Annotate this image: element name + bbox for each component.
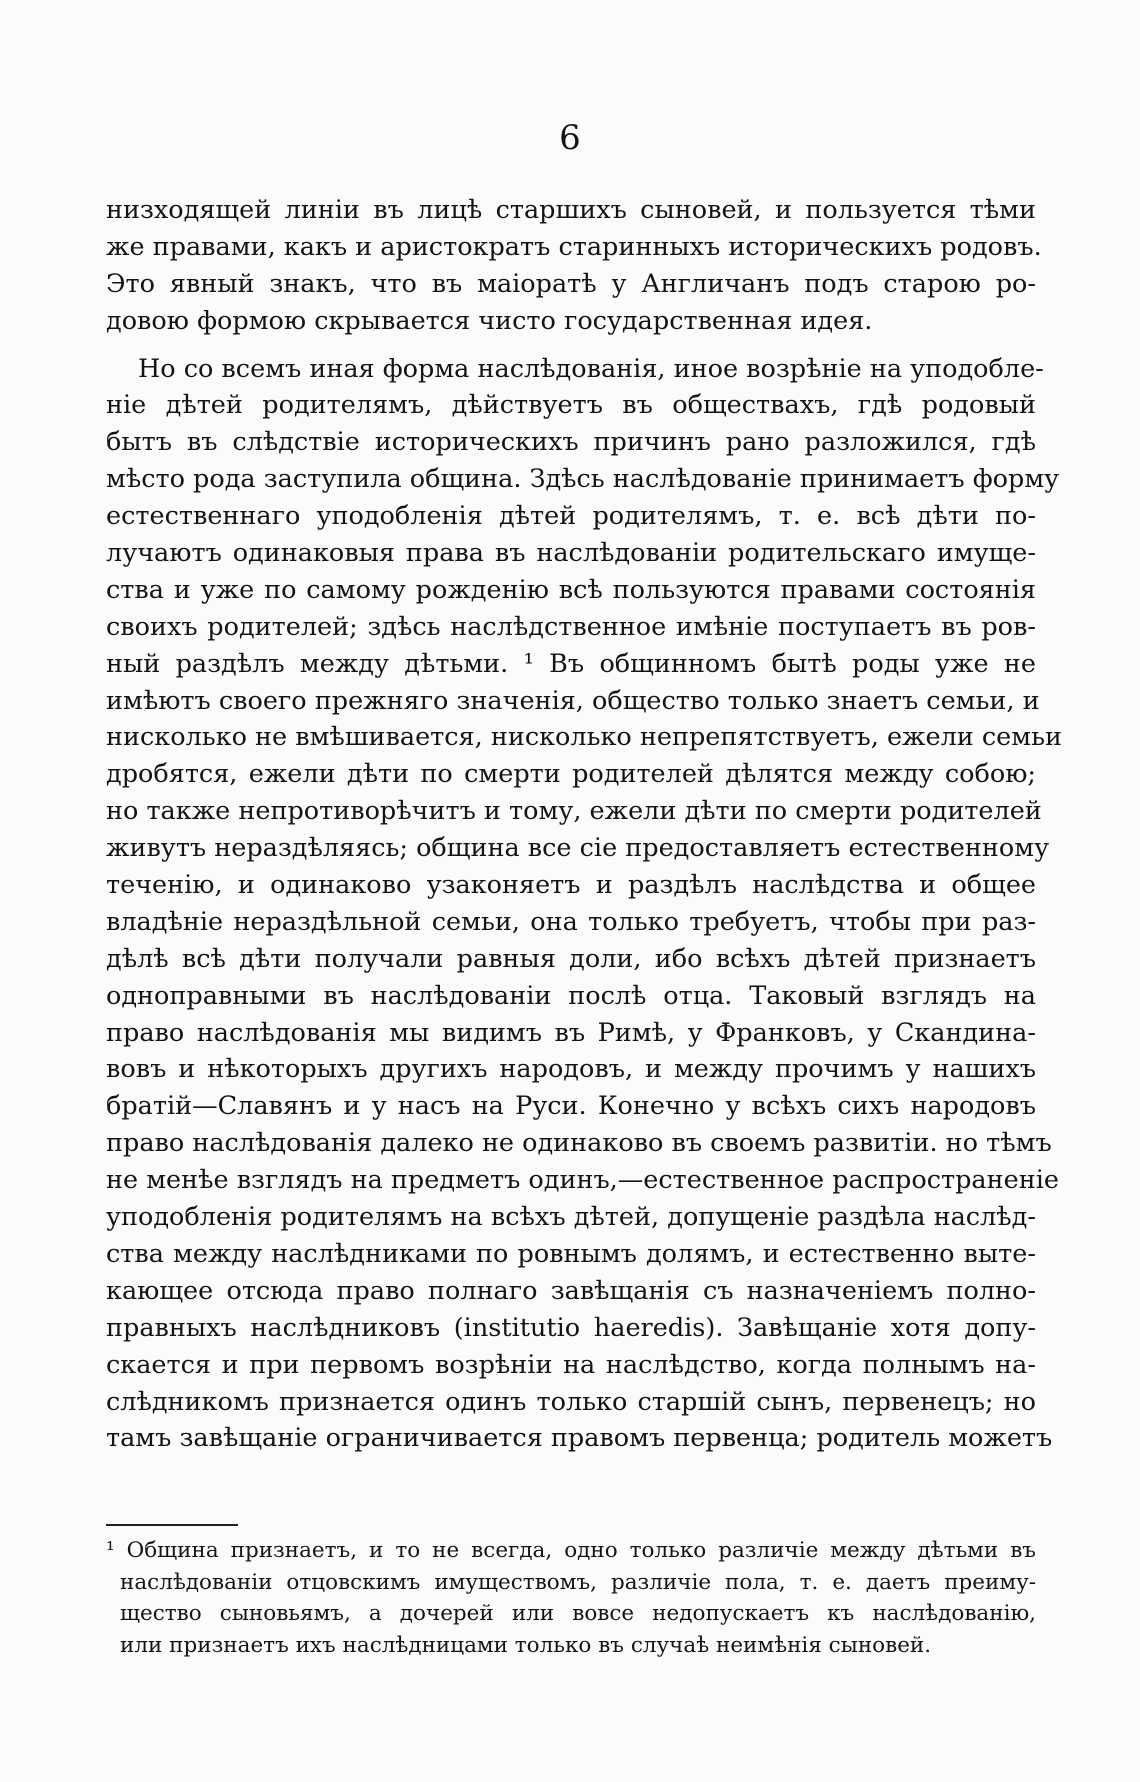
- text-line: слѣдникомъ признается одинъ только старшій сынъ, первенецъ; но: [106, 1386, 1036, 1417]
- footnote: [106, 1535, 1036, 1661]
- footnote-line: щество сыновьямъ, а дочерей или вовсе недопускаетъ къ наслѣдованію,: [120, 1601, 1036, 1626]
- text-line: своихъ родителей; здѣсь наслѣдственное имѣніе поступаетъ въ ров-: [106, 611, 1036, 642]
- text-line: право наслѣдованія мы видимъ въ Римѣ, у Франковъ, у Скандина-: [106, 1017, 1036, 1048]
- paragraph-gap: [106, 340, 1036, 351]
- paragraph: [106, 192, 1042, 340]
- text-line: дробятся, ежели дѣти по смерти родителей дѣлятся между собою;: [106, 759, 1036, 790]
- text-line: имѣютъ своего прежняго значенія, общество только знаетъ семьи, и: [106, 685, 1040, 716]
- footnotes: [106, 1535, 1036, 1661]
- text-line: нисколько не вмѣшивается, нисколько непрепятствуетъ, ежели семьи: [106, 722, 1062, 753]
- text-line: но также непротиворѣчитъ и тому, ежели дѣти по смерти родителей: [106, 796, 1042, 827]
- text-line: уподобленія родителямъ на всѣхъ дѣтей, допущеніе раздѣла наслѣд-: [106, 1202, 1036, 1233]
- text-line: довою формою скрывается чисто государственная идея.: [106, 305, 873, 336]
- footnote-line: или признаетъ ихъ наслѣдницами только въ случаѣ неимѣнія сыновей.: [120, 1632, 932, 1658]
- paragraph: [106, 351, 1062, 1458]
- text-line: ніе дѣтей родителямъ, дѣйствуетъ въ обществахъ, гдѣ родовый: [106, 390, 1036, 421]
- text-line: живутъ нераздѣляясь; община все сіе предоставляетъ естественному: [106, 833, 1050, 864]
- text-line: дѣлѣ всѣ дѣти получали равныя доли, ибо всѣхъ дѣтей признаетъ: [106, 943, 1036, 974]
- text-line: правныхъ наслѣдниковъ (institutio haeredis). Завѣщаніе хотя допу-: [106, 1312, 1036, 1343]
- text-line: теченію, и одинаково узаконяетъ и раздѣлъ наслѣдства и общее: [106, 870, 1036, 901]
- text-line: не менѣе взглядъ на предметъ одинъ,—естественное распространеніе: [106, 1165, 1059, 1196]
- text-line: ства между наслѣдниками по ровнымъ долямъ, и естественно выте-: [106, 1238, 1036, 1269]
- page-number: 6: [559, 118, 581, 158]
- footnote-line: ¹ Община признаетъ, и то не всегда, одно только различіе между дѣтьми въ: [106, 1538, 1036, 1563]
- text-line: однoправными въ наслѣдованіи послѣ отца. Таковый взглядъ на: [106, 980, 1036, 1011]
- text-line: кающее отсюда право полнаго завѣщанія съ назначеніемъ полно-: [106, 1275, 1036, 1306]
- text-line: естественнаго уподобленія дѣтей родителямъ, т. е. всѣ дѣти по-: [106, 501, 1036, 532]
- text-line: Это явный знакъ, что въ маioратѣ у Англичанъ подъ старою ро-: [106, 268, 1036, 299]
- text-line: право наслѣдованія далеко не одинаково въ своемъ развитіи. но тѣмъ: [106, 1128, 1052, 1159]
- text-line: бытъ въ слѣдствіе историческихъ причинъ рано разложился, гдѣ: [106, 427, 1036, 458]
- text-line: Но со всемъ иная форма наслѣдованія, иное возрѣніе на уподобле-: [138, 353, 1044, 384]
- text-line: владѣніе нераздѣльной семьи, она только требуетъ, чтобы при раз-: [106, 906, 1036, 937]
- text-line: мѣсто рода заступила община. Здѣсь наслѣдованіе принимаетъ форму: [106, 464, 1060, 495]
- text-line: ный раздѣлъ между дѣтьми. ¹ Въ общинномъ бытѣ роды уже не: [106, 648, 1036, 679]
- text-line: тамъ завѣщаніе ограничивается правомъ первенца; родитель можетъ: [106, 1423, 1053, 1454]
- footnote-line: наслѣдованіи отцовскимъ имуществомъ, различіе пола, т. е. даетъ преиму-: [120, 1569, 1036, 1595]
- text-line: же правами, какъ и аристократъ старинныхъ историческихъ родовъ.: [106, 231, 1042, 262]
- text-line: братій—Славянъ и у насъ на Руси. Конечно у всѣхъ сихъ народовъ: [106, 1091, 1036, 1122]
- text-line: скается и при первомъ возрѣніи на наслѣдство, когда полнымъ на-: [106, 1349, 1036, 1380]
- text-line: ства и уже по самому рожденію всѣ пользуются правами состоянія: [106, 574, 1036, 605]
- body-text: [106, 192, 1062, 1457]
- text-line: лучаютъ одинаковыя права въ наслѣдованіи родительскаго имуще-: [106, 538, 1036, 569]
- footnote-separator: [106, 1524, 238, 1526]
- text-line: вовъ и нѣкоторыхъ другихъ народовъ, и между прочимъ у нашихъ: [106, 1054, 1036, 1085]
- text-line: низходящей линіи въ лицѣ старшихъ сыновей, и пользуется тѣми: [106, 195, 1036, 225]
